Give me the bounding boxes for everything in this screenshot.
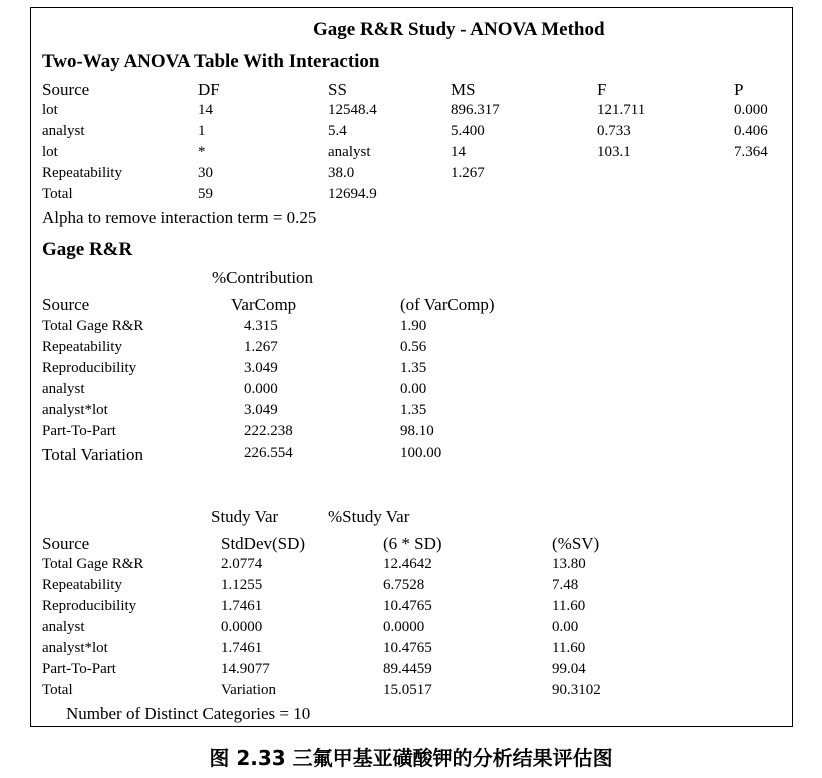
study-cell: 7.48 xyxy=(552,577,579,593)
gage-cell: 0.00 xyxy=(400,381,427,397)
pct-studyvar-header: %Study Var xyxy=(328,507,410,526)
anova-cell: 0.000 xyxy=(734,102,768,118)
study-cell: 15.0517 xyxy=(383,682,432,698)
anova-cell: * xyxy=(198,144,206,160)
study-cell: 13.80 xyxy=(552,556,586,572)
study-col-header: (%SV) xyxy=(552,534,600,553)
contribution-header: %Contribution xyxy=(212,268,314,287)
anova-cell: 103.1 xyxy=(597,144,631,160)
gage-cell: 0.000 xyxy=(244,381,278,397)
figure-caption: 图 2.33 三氟甲基亚磺酸钾的分析结果评估图 xyxy=(209,746,613,770)
gage-cell: 100.00 xyxy=(400,445,442,461)
study-col-header: StdDev(SD) xyxy=(221,534,306,553)
gage-cell: 1.35 xyxy=(400,360,427,376)
anova-col-header: MS xyxy=(451,80,476,99)
gage-heading: Gage R&R xyxy=(42,239,133,260)
study-cell: Total Gage R&R xyxy=(42,556,144,572)
study-cell: 0.0000 xyxy=(383,619,425,635)
anova-cell: analyst xyxy=(42,123,85,139)
study-cell: 12.4642 xyxy=(383,556,432,572)
anova-cell: lot xyxy=(42,102,58,118)
study-cell: Part-To-Part xyxy=(42,661,116,677)
gage-col-header: VarComp xyxy=(231,295,297,314)
gage-cell: 3.049 xyxy=(244,402,278,418)
gage-cell: Reproducibility xyxy=(42,360,137,376)
study-cell: 6.7528 xyxy=(383,577,425,593)
anova-col-header: F xyxy=(597,80,607,99)
studyvar-header: Study Var xyxy=(211,507,279,526)
anova-cell: 7.364 xyxy=(734,144,768,160)
study-cell: 0.00 xyxy=(552,619,579,635)
anova-cell: Repeatability xyxy=(42,165,122,181)
gage-cell: 1.35 xyxy=(400,402,427,418)
anova-cell: 5.4 xyxy=(328,123,347,139)
study-cell: analyst xyxy=(42,619,85,635)
study-cell: 0.0000 xyxy=(221,619,263,635)
anova-cell: 5.400 xyxy=(451,123,485,139)
study-cell: Reproducibility xyxy=(42,598,137,614)
study-cell: 11.60 xyxy=(552,640,586,656)
study-col-header: Source xyxy=(42,534,90,553)
gage-cell: Total Variation xyxy=(42,445,143,464)
gage-col-header: Source xyxy=(42,295,90,314)
gage-cell: 226.554 xyxy=(244,445,293,461)
study-cell: 11.60 xyxy=(552,598,586,614)
anova-cell: 896.317 xyxy=(451,102,500,118)
study-cell: 99.04 xyxy=(552,661,586,677)
study-cell: 10.4765 xyxy=(383,598,432,614)
anova-cell: 121.711 xyxy=(597,102,646,118)
anova-col-header: P xyxy=(734,80,744,99)
anova-cell: 14 xyxy=(451,144,466,160)
alpha-note: Alpha to remove interaction term = 0.25 xyxy=(42,208,317,227)
study-cell: 14.9077 xyxy=(221,661,270,677)
gage-cell: 4.315 xyxy=(244,318,278,334)
gage-cell: 222.238 xyxy=(244,423,293,439)
anova-col-header: SS xyxy=(328,80,347,99)
study-cell: 90.3102 xyxy=(552,682,601,698)
ndc-note: Number of Distinct Categories = 10 xyxy=(66,704,311,723)
study-cell: Total xyxy=(42,682,73,698)
gage-cell: Total Gage R&R xyxy=(42,318,144,334)
anova-cell: 1 xyxy=(198,123,206,139)
anova-cell: 14 xyxy=(198,102,213,118)
gage-cell: analyst*lot xyxy=(42,402,108,418)
anova-cell: 0.733 xyxy=(597,123,631,139)
gage-cell: 0.56 xyxy=(400,339,427,355)
report-title: Gage R&R Study - ANOVA Method xyxy=(313,19,605,40)
anova-cell: 38.0 xyxy=(328,165,355,181)
gage-cell: Repeatability xyxy=(42,339,122,355)
anova-cell: 12548.4 xyxy=(328,102,377,118)
anova-cell: 12694.9 xyxy=(328,186,377,202)
anova-cell: 30 xyxy=(198,165,213,181)
study-cell: 1.7461 xyxy=(221,598,263,614)
anova-cell: 0.406 xyxy=(734,123,768,139)
gage-cell: Part-To-Part xyxy=(42,423,116,439)
study-col-header: (6 * SD) xyxy=(383,534,442,553)
gage-cell: 3.049 xyxy=(244,360,278,376)
gage-cell: analyst xyxy=(42,381,85,397)
study-cell: 2.0774 xyxy=(221,556,263,572)
anova-cell: lot xyxy=(42,144,58,160)
study-cell: 89.4459 xyxy=(383,661,432,677)
anova-cell: Total xyxy=(42,186,73,202)
gage-col-header: (of VarComp) xyxy=(400,295,495,314)
anova-cell: 59 xyxy=(198,186,213,202)
anova-cell: analyst xyxy=(328,144,371,160)
gage-cell: 1.267 xyxy=(244,339,278,355)
gage-cell: 1.90 xyxy=(400,318,427,334)
gage-cell: 98.10 xyxy=(400,423,434,439)
study-cell: 1.7461 xyxy=(221,640,263,656)
study-cell: 10.4765 xyxy=(383,640,432,656)
anova-cell: 1.267 xyxy=(451,165,485,181)
anova-col-header: Source xyxy=(42,80,90,99)
anova-heading: Two-Way ANOVA Table With Interaction xyxy=(42,51,380,72)
study-cell: Variation xyxy=(221,682,276,698)
anova-col-header: DF xyxy=(198,80,220,99)
study-cell: 1.1255 xyxy=(221,577,263,593)
study-cell: Repeatability xyxy=(42,577,122,593)
study-cell: analyst*lot xyxy=(42,640,108,656)
